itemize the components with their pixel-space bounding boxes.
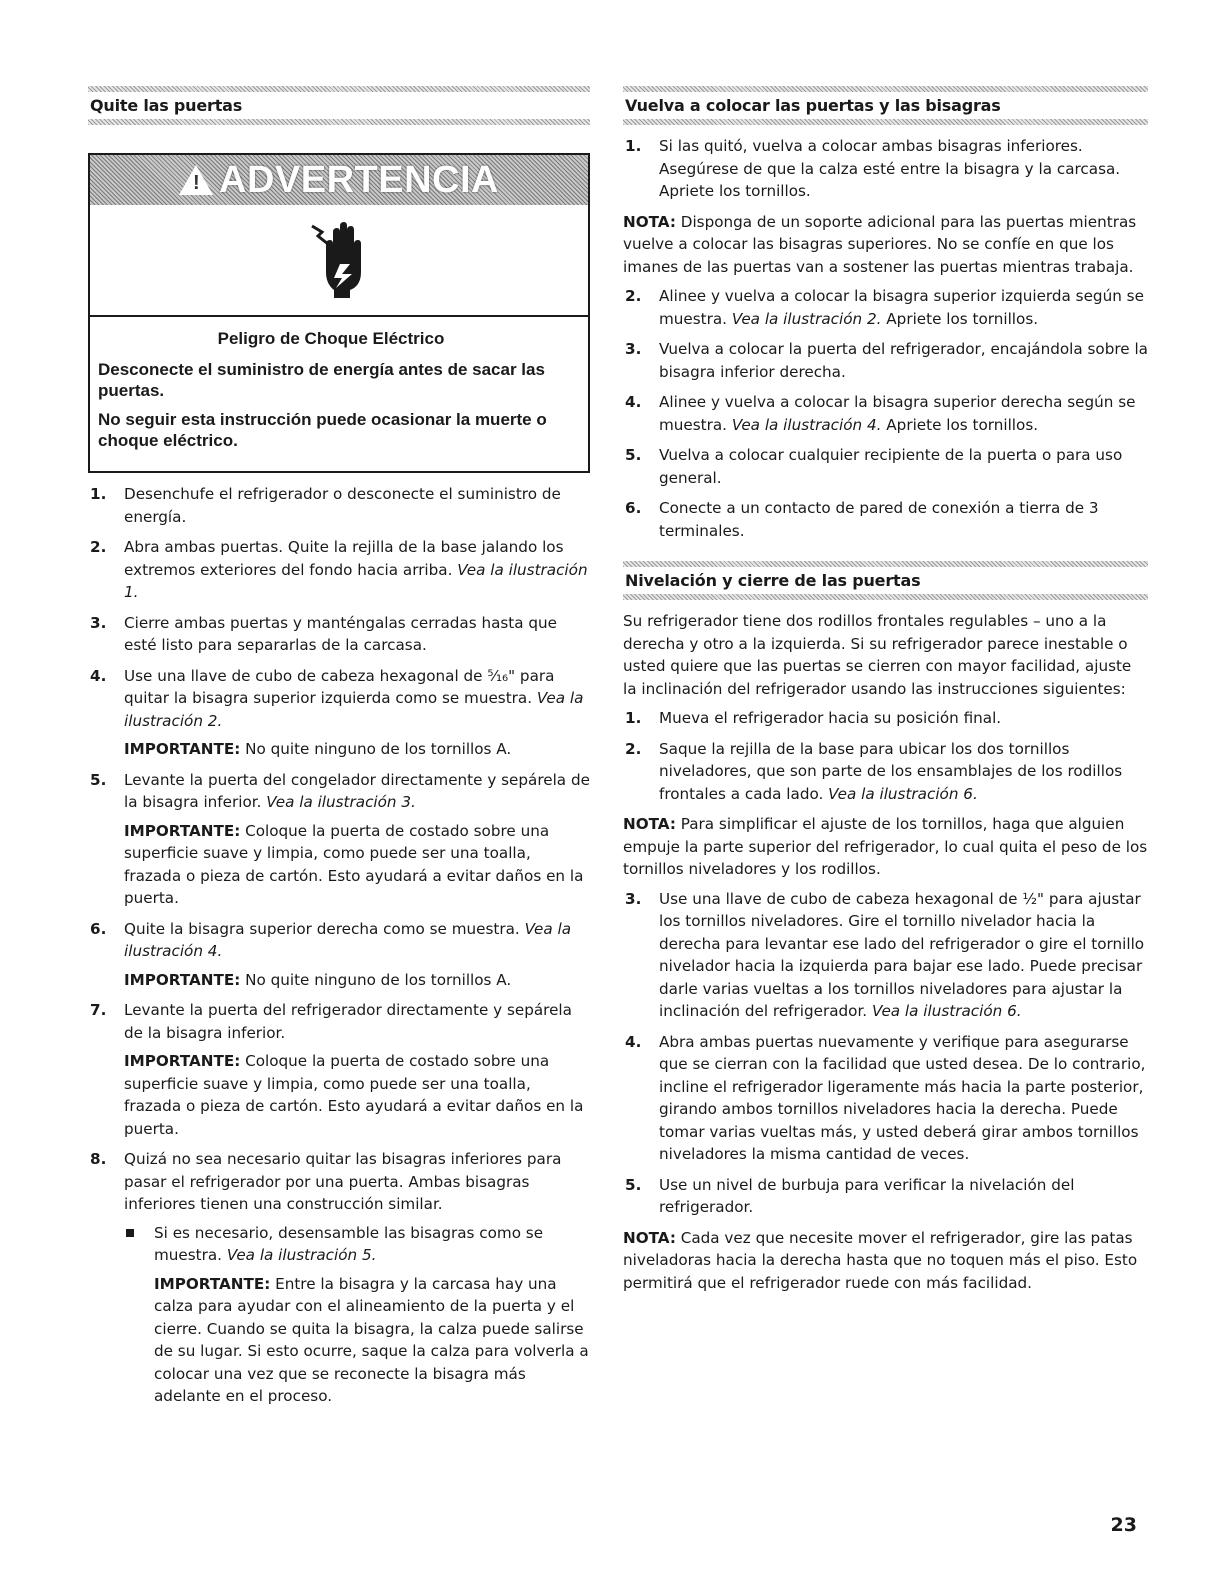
list-item: 2. Abra ambas puertas. Quite la rejilla de la base jalando los extremos exteriores del fondo hacia arriba. Vea la ilustración 1. <box>90 538 588 601</box>
list-item: 6. Conecte a un contacto de pared de conexión a tierra de 3 terminales. <box>625 499 1099 540</box>
divider <box>88 86 590 92</box>
list-item: 5. Levante la puerta del congelador directamente y sepárela de la bisagra inferior. Vea la ilustración 3. IMPORTANTE: Coloque la puerta de costado sobre una superficie suave y limpia, como puede ser una toalla, frazada o pieza de cartón. Esto ayudará a evitar daños en la puerta. <box>88 769 590 910</box>
list-item: 3. Cierre ambas puertas y manténgalas cerradas hasta que esté listo para separarlas de la carcasa. <box>90 613 558 654</box>
list-item: 3. Vuelva a colocar la puerta del refrigerador, encajándola sobre la bisagra inferior derecha. <box>625 340 1148 381</box>
bullet-square-icon <box>126 1229 134 1237</box>
list-item: 4. Alinee y vuelva a colocar la bisagra superior derecha según se muestra. Vea la ilustración 4. Apriete los tornillos. <box>625 393 1136 434</box>
warning-box <box>88 153 590 473</box>
divider <box>623 119 1148 125</box>
section-title: Nivelación y cierre de las puertas <box>625 571 921 590</box>
warning-title: ADVERTENCIA <box>219 158 499 201</box>
list-item: 5. Vuelva a colocar cualquier recipiente de la puerta o para uso general. <box>625 446 1123 487</box>
important-note: IMPORTANTE: No quite ninguno de los tornillos A. <box>124 970 512 989</box>
list-item: 1. Mueva el refrigerador hacia su posición final. <box>625 709 1002 727</box>
list-item: 2. Alinee y vuelva a colocar la bisagra superior izquierda según se muestra. Vea la ilustración 2. Apriete los tornillos. <box>625 287 1144 328</box>
list-item: 6. Quite la bisagra superior derecha como se muestra. Vea la ilustración 4. IMPORTANTE: No quite ninguno de los tornillos A. <box>88 918 590 992</box>
list-item: 2. Saque la rejilla de la base para ubicar los dos tornillos niveladores, que son parte de los ensamblajes de los rodillos frontales a cada lado. Vea la ilustración 6. <box>625 739 1123 803</box>
list-item: 4. Use una llave de cubo de cabeza hexagonal de ⁵⁄₁₆" para quitar la bisagra superior izquierda como se muestra. Vea la ilustración 2. IMPORTANTE: No quite ninguno de los tornillos A. <box>88 665 590 761</box>
section-header-leveling <box>623 550 1148 610</box>
divider <box>623 86 1148 92</box>
remove-steps <box>88 483 590 1408</box>
list-item: 4. Abra ambas puertas nuevamente y verifique para asegurarse que se cierran con la facilidad que usted desea. De lo contrario, incline el refrigerador ligeramente más hacia la parte posterior, girando ambos tornillos niveladores hacia la derecha. Puede tomar varias vueltas más, y usted deberá girar ambos tornillos niveladores la misma cantidad de veces. <box>625 1032 1146 1163</box>
warning-line-1: Desconecte el suministro de energía antes de sacar las puertas. <box>98 360 545 400</box>
warning-header <box>90 155 588 205</box>
list-item: 5. Use un nivel de burbuja para verificar la nivelación del refrigerador. <box>625 1175 1075 1216</box>
section-header-remove-doors <box>88 75 590 135</box>
list-item: 7. Levante la puerta del refrigerador directamente y sepárela de la bisagra inferior. IMPORTANTE: Coloque la puerta de costado sobre una superficie suave y limpia, como puede ser una toalla, frazada o pieza de cartón. Esto ayudará a evitar daños en la puerta. <box>88 999 590 1140</box>
right-column <box>623 75 1148 1301</box>
important-note: IMPORTANTE: No quite ninguno de los tornillos A. <box>124 740 512 758</box>
note: NOTA: Disponga de un soporte adicional para las puertas mientras vuelve a colocar las bisagras superiores. No se confíe en que los imanes de las puertas van a sostener las puertas mientras trabaja. <box>623 212 1137 276</box>
intro-paragraph: Su refrigerador tiene dos rodillos frontales regulables – uno a la derecha y otro a la izquierda. Si su refrigerador parece inestable o usted quiere que las puertas se cierren con mayor facilidad, ajuste la inclinación del refrigerador usando las instrucciones siguientes: <box>623 612 1132 698</box>
important-note: IMPORTANTE: Coloque la puerta de costado sobre una superficie suave y limpia, como puede ser una toalla, frazada o pieza de cartón. Esto ayudará a evitar daños en la puerta. <box>124 821 584 907</box>
note: NOTA: Para simplificar el ajuste de los tornillos, haga que alguien empuje la parte superior del refrigerador, lo cual quita el peso de los tornillos niveladores y los rodillos. <box>623 815 1148 878</box>
bullet-item: Si es necesario, desensamble las bisagras como se muestra. Vea la ilustración 5. IMPORTANTE: Entre la bisagra y la carcasa hay una calza para ayudar con el alineamiento de la puerta y el cierre. Cuando se quita la bisagra, la calza puede salirse de su lugar. Si esto ocurre, saque la calza para volverla a colocar una vez que se reconecte la bisagra más adelante en el proceso. <box>124 1222 590 1408</box>
divider <box>88 119 590 125</box>
note: NOTA: Cada vez que necesite mover el refrigerador, gire las patas niveladoras hacia la derecha hasta que no toquen más el piso. Esto permitirá que el refrigerador ruede con más facilidad. <box>623 1228 1138 1292</box>
replace-steps <box>623 135 1148 203</box>
warning-triangle-icon: ! <box>179 165 213 195</box>
leveling-steps <box>623 707 1148 805</box>
electric-shock-hand-icon <box>304 220 374 300</box>
leveling-steps-cont <box>623 888 1148 1219</box>
warning-text <box>90 317 588 471</box>
list-item: 1. Desenchufe el refrigerador o desconecte el suministro de energía. <box>90 485 561 526</box>
section-title: Quite las puertas <box>90 96 243 115</box>
section-header-replace-doors <box>623 75 1148 135</box>
left-column <box>88 75 590 1416</box>
divider <box>623 561 1148 567</box>
important-note: IMPORTANTE: Coloque la puerta de costado sobre una superficie suave y limpia, como puede ser una toalla, frazada o pieza de cartón. Esto ayudará a evitar daños en la puerta. <box>124 1052 584 1138</box>
list-item: 8. Quizá no sea necesario quitar las bisagras inferiores para pasar el refrigerador por una puerta. Ambas bisagras inferiores tienen una construcción similar. Si es necesario, desensamble las bisagras como se muestra. Vea la ilustración 5. IMPORTANTE: Entre la bisagra y la carcasa hay una calza para ayudar con el alineamiento de la puerta y el cierre. Cuando se quita la bisagra, la calza puede salirse de su lugar. Si esto ocurre, saque la calza para volverla a colocar una vez que se reconecte la bisagra más adelante en el proceso. <box>88 1148 590 1408</box>
list-item: 3. Use una llave de cubo de cabeza hexagonal de ½" para ajustar los tornillos niveladores. Gire el tornillo nivelador hacia la derecha para levantar ese lado del refrigerador o gire el tornillo nivelador hacia la izquierda para bajar ese lado. Puede precisar darle varias vueltas a los tornillos niveladores para ajustar la inclinación del refrigerador. Vea la ilustración 6. <box>625 889 1145 1020</box>
list-item: 1. Si las quitó, vuelva a colocar ambas bisagras inferiores. Asegúrese de que la calza esté entre la bisagra y la carcasa. Apriete los tornillos. <box>625 137 1121 200</box>
replace-steps-cont <box>623 285 1148 542</box>
warning-pictogram <box>90 205 588 317</box>
warning-line-2: No seguir esta instrucción puede ocasionar la muerte o choque eléctrico. <box>98 410 547 450</box>
important-note: IMPORTANTE: Entre la bisagra y la carcasa hay una calza para ayudar con el alineamiento de la puerta y el cierre. Cuando se quita la bisagra, la calza puede salirse de su lugar. Si esto ocurre, saque la calza para volverla a colocar una vez que se reconecte la bisagra más adelante en el proceso. <box>154 1274 589 1405</box>
divider <box>623 594 1148 600</box>
hazard-title: Peligro de Choque Eléctrico <box>217 329 445 348</box>
page-number: 23 <box>1110 1514 1137 1536</box>
section-title: Vuelva a colocar las puertas y las bisagras <box>625 96 1001 115</box>
